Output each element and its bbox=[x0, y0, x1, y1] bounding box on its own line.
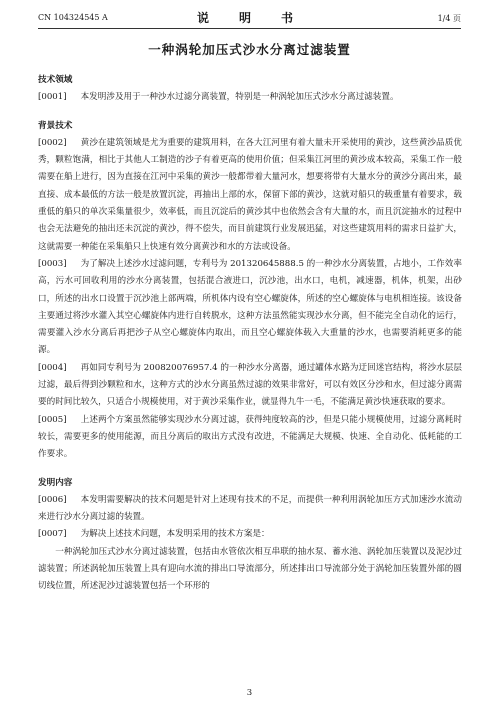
section-heading: 发明内容 bbox=[38, 477, 73, 488]
document-number: CN 104324545 A bbox=[38, 13, 108, 22]
section-heading: 背景技术 bbox=[38, 120, 73, 131]
paragraph bbox=[38, 135, 462, 256]
paragraph bbox=[38, 360, 462, 412]
page-header bbox=[38, 8, 461, 29]
paragraph-text: 上述两个方案虽然能够实现沙水分离过滤，获得纯度较高的沙，但是只能小规模使用，过滤分离耗时较长，需要更多的使用能源，而且分离后的取出方式没有改进，不能满足大规模、快速、全自动化、低耗能的工作要求。 bbox=[38, 414, 462, 460]
document-title: 一种涡轮加压式沙水分离过滤装置 bbox=[148, 42, 351, 57]
page-number: 3 bbox=[246, 688, 253, 698]
paragraph-number: [0002] bbox=[38, 137, 67, 148]
paragraph-text: 本发明需要解决的技术问题是针对上述现有技术的不足，而提供一种利用涡轮加压方式加速沙水流动来进行沙水分离过滤的装置。 bbox=[38, 494, 462, 523]
paragraph-number: [0003] bbox=[38, 258, 67, 269]
paragraph-text: 黄沙在建筑领域是尤为重要的建筑用料，在各大江河里有着大量未开采使用的黄沙，这些黄沙品质优秀，颗粒饱满，相比于其他人工制造的沙子有着更高的使用价值；但采集江河里的黄沙成本较高，采集工作一般需要在船上进行，因为直接在江河中采集的黄沙一般都带着大量河水，想要将带有大量水分的黄沙分离出来，最直接、成本最低的方法一般是放置沉淀，再抽出上部的水，保留下部的黄沙，这就对船只的载重量有着要求，载重低的船只的单次采集量很少，效率低，而且沉淀后的黄沙其中也依然会含有大量的水，而且沉淀抽水的过程中也会无法避免的抽出还未沉淀的黄沙，得不偿失，而目前建筑行业发展迅猛，对这些建筑用料的需求日益扩大，这就需要一种能在采集船只上快速有效分离黄沙和水的方法或设备。 bbox=[38, 137, 462, 252]
document-body bbox=[38, 72, 462, 596]
paragraph bbox=[38, 256, 462, 360]
paragraph bbox=[38, 89, 462, 106]
paragraph-text: 再如同专利号为 200820076957.4 的一种沙水分离器，通过罐体水路为迂回迷宫结构，将沙水层层过滤，最后得到沙颗粒和水，这种方式的沙水分离虽然过滤的效果非常好，可以有效区分沙和水，但过滤分离需要的时间比较久，只适合小规模使用，对于黄沙采集作业，就显得九牛一毛，不能满足黄沙快速获取的要求。 bbox=[38, 362, 462, 408]
paragraph-number: [0006] bbox=[38, 494, 67, 505]
paragraph bbox=[38, 492, 462, 527]
paragraph bbox=[38, 544, 462, 596]
document-type: 说 明 书 bbox=[196, 11, 302, 25]
paragraph-number: [0001] bbox=[38, 92, 67, 103]
paragraph-text: 一种涡轮加压式沙水分离过滤装置，包括由水管依次相互串联的抽水泵、蓄水池、涡轮加压装置以及泥沙过滤装置；所述涡轮加压装置上具有迎向水流的排出口导流部分，所述排出口导流部分处于涡轮加压装置外部的圆切线位置，所述泥沙过滤装置包括一个环形的 bbox=[38, 546, 462, 592]
paragraph bbox=[38, 412, 462, 464]
page-info: 1/4 页 bbox=[437, 14, 461, 23]
section-heading: 技术领域 bbox=[38, 75, 73, 85]
paragraph-number: [0005] bbox=[38, 414, 67, 425]
paragraph-number: [0007] bbox=[38, 529, 67, 540]
paragraph-text: 本发明涉及用于一种沙水过滤分离装置，特别是一种涡轮加压式沙水分离过滤装置。 bbox=[80, 92, 399, 103]
paragraph-number: [0004] bbox=[38, 362, 67, 373]
paragraph-text: 为了解决上述沙水过滤问题，专利号为 201320645888.5 的一种沙水分离装置，占地小，工作效率高，污水可回收利用的沙水分离装置，包括混合液进口，沉沙池，出水口，电机，减速器，机体，机架，出砂口，所述的出水口设置于沉沙池上部两端，所机体内设有空心螺旋体，所述的空心螺旋体与电机相连接。该设备主要通过将沙水灌入其空心螺旋体内进行自转脱水，这种方法虽然能实现沙水分离，但不能完全自动化的运行，需要灌入沙水分离后再把沙子从空心螺旋体内取出，而且空心螺旋体载入大重量的沙水，也需要消耗更多的能源。 bbox=[38, 258, 462, 356]
paragraph bbox=[38, 526, 462, 543]
paragraph-text: 为解决上述技术问题，本发明采用的技术方案是： bbox=[80, 529, 270, 540]
